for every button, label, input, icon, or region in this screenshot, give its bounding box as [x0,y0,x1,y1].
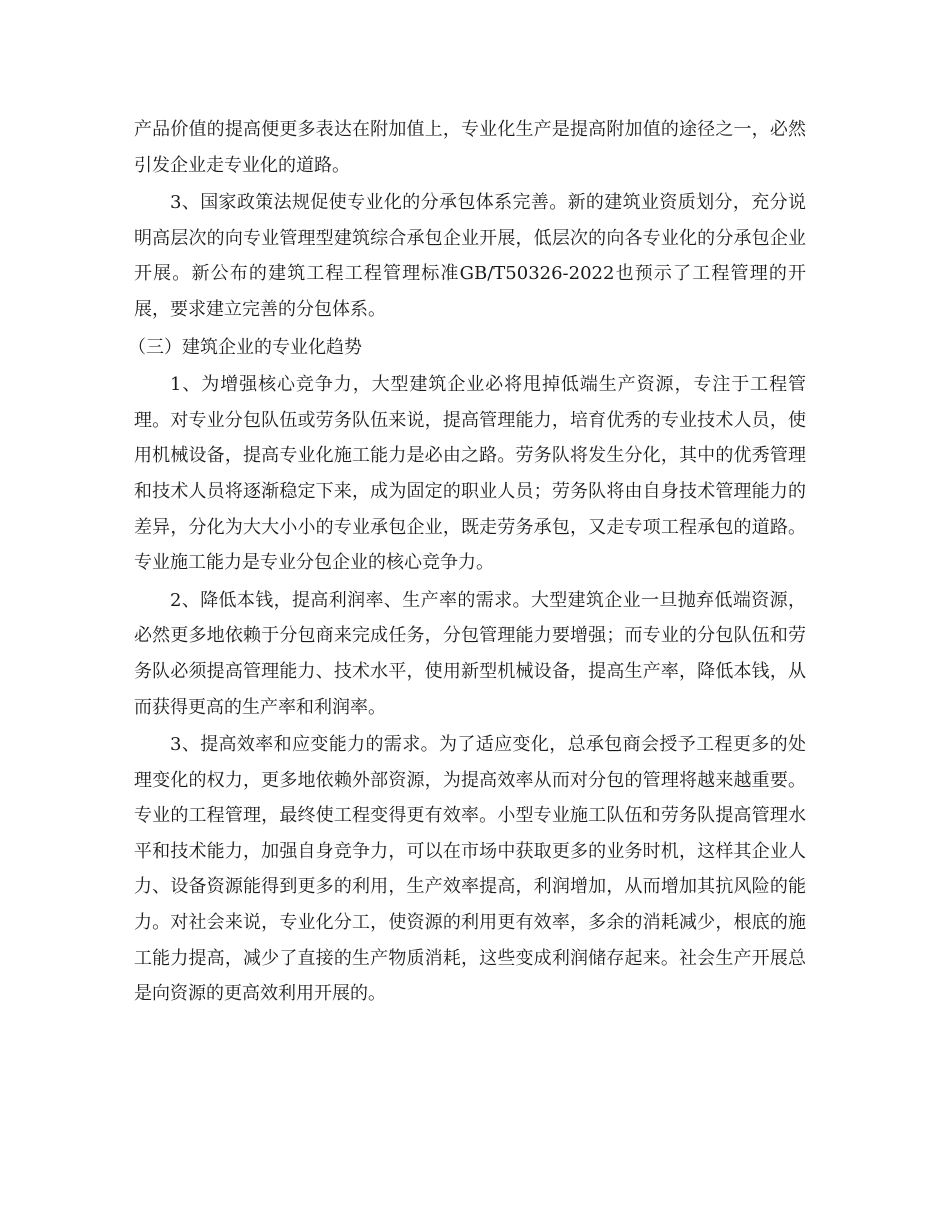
paragraph-cost-reduction: 2、降低本钱，提高利润率、生产率的需求。大型建筑企业一旦抛弃低端资源，必然更多地依赖于分包商来完成任务，分包管理能力要增强；而专业的分包队伍和劳务队必须提高管理能力、技术水平，使用新型机械设备，提高生产率，降低本钱，从而获得更高的生产率和利润率。 [134,589,806,718]
document-body [128,112,806,1014]
paragraph-core-competitiveness: 1、为增强核心竞争力，大型建筑企业必将甩掉低端生产资源，专注于工程管理。对专业分包队伍或劳务队伍来说，提高管理能力，培育优秀的专业技术人员，使用机械设备，提高专业化施工能力是必由之路。劳务队将发生分化，其中的优秀管理和技术人员将逐渐稳定下来，成为固定的职业人员；劳务队将由自身技术管理能力的差异，分化为大大小小的专业承包企业，既走劳务承包，又走专项工程承包的道路。专业施工能力是专业分包企业的核心竞争力。 [134,374,806,574]
paragraph-policy-regulations: 3、国家政策法规促使专业化的分承包体系完善。新的建筑业资质划分，充分说明高层次的向专业管理型建筑综合承包企业开展，低层次的向各专业化的分承包企业开展。新公布的建筑工程工程管理标准GB/T50326-2022也预示了工程管理的开展，要求建立完善的分包体系。 [134,192,806,320]
paragraph-continuation: 产品价值的提高便更多表达在附加值上，专业化生产是提高附加值的途径之一，必然引发企业走专业化的道路。 [134,119,806,176]
section-heading: （三）建筑企业的专业化趋势 [128,336,362,358]
paragraph-efficiency: 3、提高效率和应变能力的需求。为了适应变化，总承包商会授予工程更多的处理变化的权力，更多地依赖外部资源，为提高效率从而对分包的管理将越来越重要。专业的工程管理，最终使工程变得更有效率。小型专业施工队伍和劳务队提高管理水平和技术能力，加强自身竞争力，可以在市场中获取更多的业务时机，这样其企业人力、设备资源能得到更多的利用，生产效率提高，利润增加，从而增加其抗风险的能力。对社会来说，专业化分工，使资源的利用更有效率，多余的消耗减少，根底的施工能力提高，减少了直接的生产物质消耗，这些变成利润储存起来。社会生产开展总是向资源的更高效利用开展的。 [134,734,806,1005]
